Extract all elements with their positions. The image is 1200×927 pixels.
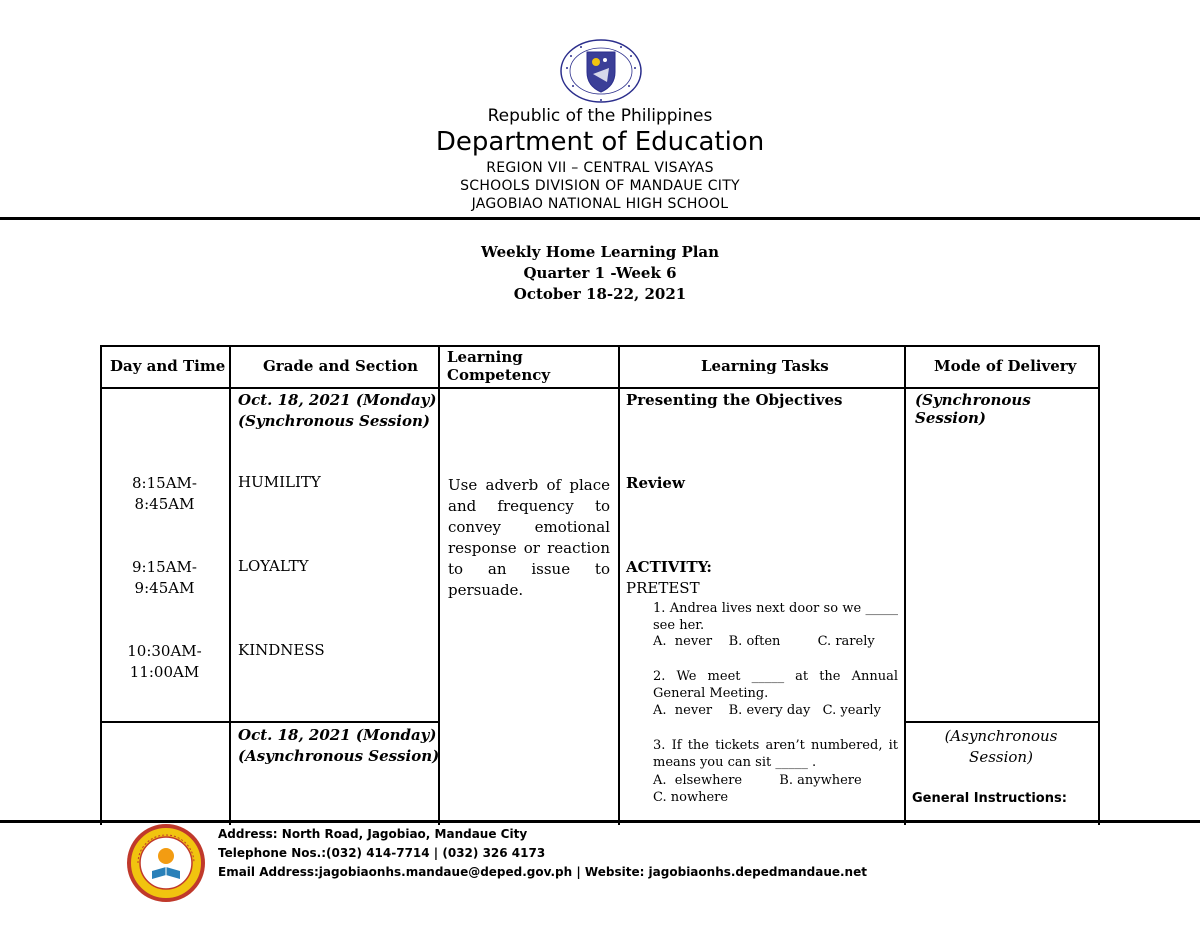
plan-title: Weekly Home Learning Plan: [480, 243, 720, 261]
pretest-question-3: 3. If the tickets aren’t numbered, it means you can sit _____ .: [653, 738, 898, 770]
plan-quarter: Quarter 1 -Week 6: [523, 264, 677, 282]
section-name: KINDNESS: [238, 641, 325, 659]
header-mode-delivery: Mode of Delivery: [934, 357, 1077, 375]
republic-heading: Republic of the Philippines: [487, 106, 713, 126]
header-learning-tasks: Learning Tasks: [701, 357, 829, 375]
section-name: HUMILITY: [238, 473, 321, 491]
pretest-question-2: 2. We meet _____ at the Annual General Meeting.: [653, 669, 898, 701]
footer-phone: Telephone Nos.:(032) 414-7714 | (032) 326 4173: [218, 846, 546, 860]
table-column-divider: [904, 345, 906, 825]
learning-plan-table: [100, 345, 1100, 825]
header-day-time: Day and Time: [110, 357, 226, 375]
async-session-label: (Asynchronous Session): [238, 747, 440, 765]
pretest-options-3: A. elsewhere B. anywhere C. nowhere: [653, 773, 899, 805]
table-row-divider: [904, 721, 1100, 723]
schedule-time: 10:30AM- 11:00AM: [127, 642, 202, 681]
region-heading: REGION VII – CENTRAL VISAYAS: [486, 160, 714, 176]
school-heading: JAGOBIAO NATIONAL HIGH SCHOOL: [471, 196, 729, 212]
table-border-top: [100, 345, 1100, 347]
sync-mode: (Synchronous Session): [915, 391, 1031, 427]
header-grade-section: Grade and Section: [263, 357, 419, 375]
schedule-time: 9:15AM- 9:45AM: [132, 558, 197, 597]
pretest-question-1: 1. Andrea lives next door so we _____ see her.: [653, 601, 898, 633]
async-mode: (Asynchronous Session): [944, 727, 1058, 766]
learning-competency-text: Use adverb of place and frequency to convey emotional response or reaction to an issue to persuade.: [448, 476, 610, 599]
pretest-options-2: A. never B. every day C. yearly: [653, 703, 881, 718]
footer-email-website: Email Address:jagobiaonhs.mandaue@deped.gov.ph | Website: jagobiaonhs.depedmandaue.net: [218, 865, 867, 879]
footer-address: Address: North Road, Jagobiao, Mandaue City: [218, 827, 528, 841]
table-header-divider: [100, 387, 1100, 389]
sync-date: Oct. 18, 2021 (Monday): [238, 391, 437, 409]
task-presenting-objectives: Presenting the Objectives: [626, 391, 843, 409]
header-learning-competency: Learning Competency: [447, 348, 551, 384]
department-heading: Department of Education: [435, 127, 765, 157]
general-instructions-label: General Instructions:: [912, 791, 1067, 806]
schedule-time: 8:15AM- 8:45AM: [132, 474, 197, 513]
async-date: Oct. 18, 2021 (Monday): [238, 726, 437, 744]
division-heading: SCHOOLS DIVISION OF MANDAUE CITY: [460, 178, 740, 194]
task-pretest: PRETEST: [626, 579, 700, 597]
pretest-options-1: A. never B. often C. rarely: [653, 634, 875, 649]
deped-seal-logo: [559, 38, 643, 104]
header-divider: [0, 217, 1200, 220]
task-activity: ACTIVITY:: [626, 558, 712, 576]
task-review: Review: [626, 474, 685, 492]
table-column-divider: [229, 345, 231, 825]
plan-dates: October 18-22, 2021: [513, 285, 687, 303]
table-row-divider: [100, 721, 439, 723]
sync-session-label: (Synchronous Session): [238, 412, 430, 430]
school-logo: [126, 823, 206, 903]
table-column-divider: [618, 345, 620, 825]
section-name: LOYALTY: [238, 557, 309, 575]
